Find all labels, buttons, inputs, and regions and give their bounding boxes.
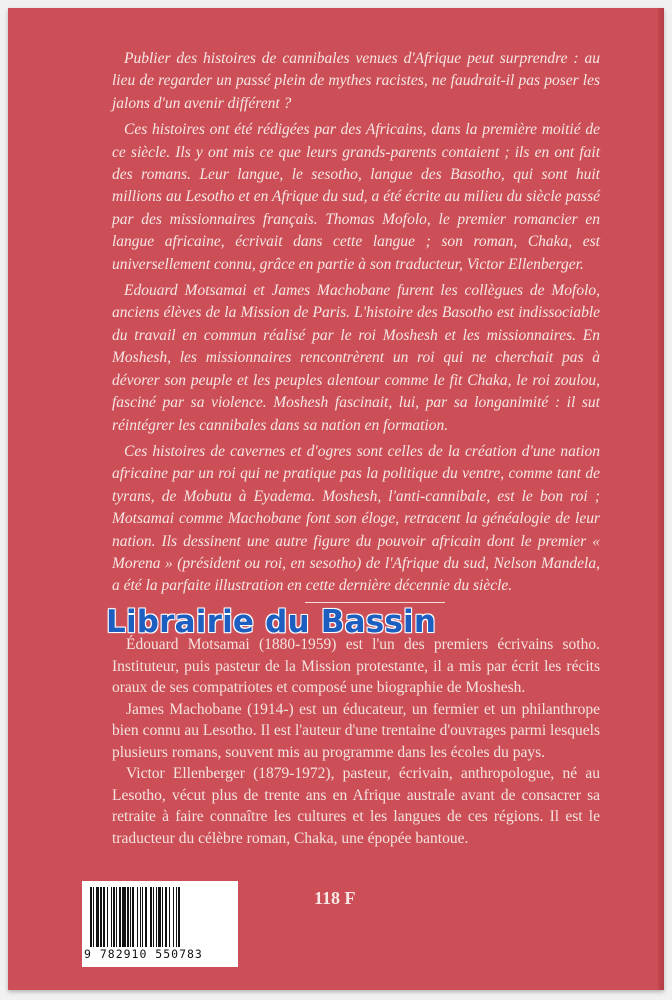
barcode-bars [90, 887, 230, 947]
author-bios [112, 634, 600, 849]
section-divider [305, 602, 445, 603]
blurb-paragraph-1: Publier des histoires de cannibales venues d'Afrique peut surprendre : au lieu de regarder un passé plein de mythes racistes, ne faudrait-il pas poser les jalons d'un avenir différent ? [112, 50, 600, 112]
bio-ellenberger: Victor Ellenberger (1879-1972), pasteur, écrivain, anthropologue, né au Lesotho, vécut plus de trente ans en Afrique australe avant de consacrer sa retraite à faire connaître les cultures et les langues de ces régions. Il est le traducteur du célèbre roman, Chaka, une épopée bantoue. [112, 765, 600, 847]
bookshop-watermark: Librairie du Bassin [106, 604, 437, 640]
blurb-paragraph-2: Ces histoires ont été rédigées par des Africains, dans la première moitié de ce siècle. Ils y ont mis ce que leurs grands-parents contaient ; ils en ont fait des romans. Leur langue, le sesotho, langue des Basotho, qui sont huit millions au Lesotho et en Afrique du sud, a été écrite au milieu du siècle passé par des missionnaires français. Thomas Mofolo, le premier romancier en langue africaine, écrivait dans cette langue ; son roman, Chaka, est universellement connu, grâce en partie à son traducteur, Victor Ellenberger. [112, 121, 600, 273]
bio-motsamai: Édouard Motsamai (1880-1959) est l'un des premiers écrivains sotho. Instituteur, puis pasteur de la Mission protestante, il a mis par écrit les récits oraux de ses compatriotes et composé une biographie de Moshesh. [112, 636, 600, 696]
isbn-barcode [82, 881, 238, 967]
price-label: 118 F [314, 888, 356, 908]
blurb-text [112, 48, 600, 602]
barcode-bar [180, 887, 181, 947]
book-back-cover [8, 8, 664, 990]
bio-machobane: James Machobane (1914-) est un éducateur, un fermier et un philanthrope bien connu au Lesotho. Il est l'auteur d'une trentaine d'ouvrages parmi lesquels plusieurs romans, souvent mis au programme dans les écoles du pays. [112, 700, 600, 761]
barcode-number: 9 782910 550783 [84, 947, 203, 961]
blurb-paragraph-4: Ces histoires de cavernes et d'ogres sont celles de la création d'une nation africaine par un roi qui ne pratique pas la politique du ventre, comme tant de tyrans, de Mobutu à Eyadema. Moshesh, l'anti-cannibale, est le bon roi ; Motsamai comme Machobane font son éloge, retracent la généalogie de leur nation. Ils dessinent une autre figure du pouvoir africain dont le premier « Morena » (président ou roi, en sesotho) de l'Afrique du sud, Nelson Mandela, a été la parfaite illustration en cette dernière décennie du siècle. [112, 442, 600, 595]
page-edge [658, 8, 664, 990]
blurb-paragraph-3: Edouard Motsamai et James Machobane furent les collègues de Mofolo, anciens élèves de la Mission de Paris. L'histoire des Basotho est indissociable du travail en commun réalisé par le roi Moshesh et les missionnaires. En Moshesh, les missionnaires rencontrèrent un roi qui ne cherchait pas à dévorer son peuple et les peuples alentour comme le fit Chaka, le roi zoulou, fasciné par sa violence. Moshesh fascinait, lui, par sa longanimité : il sut réintégrer les cannibales dans sa nation en formation. [112, 282, 600, 434]
